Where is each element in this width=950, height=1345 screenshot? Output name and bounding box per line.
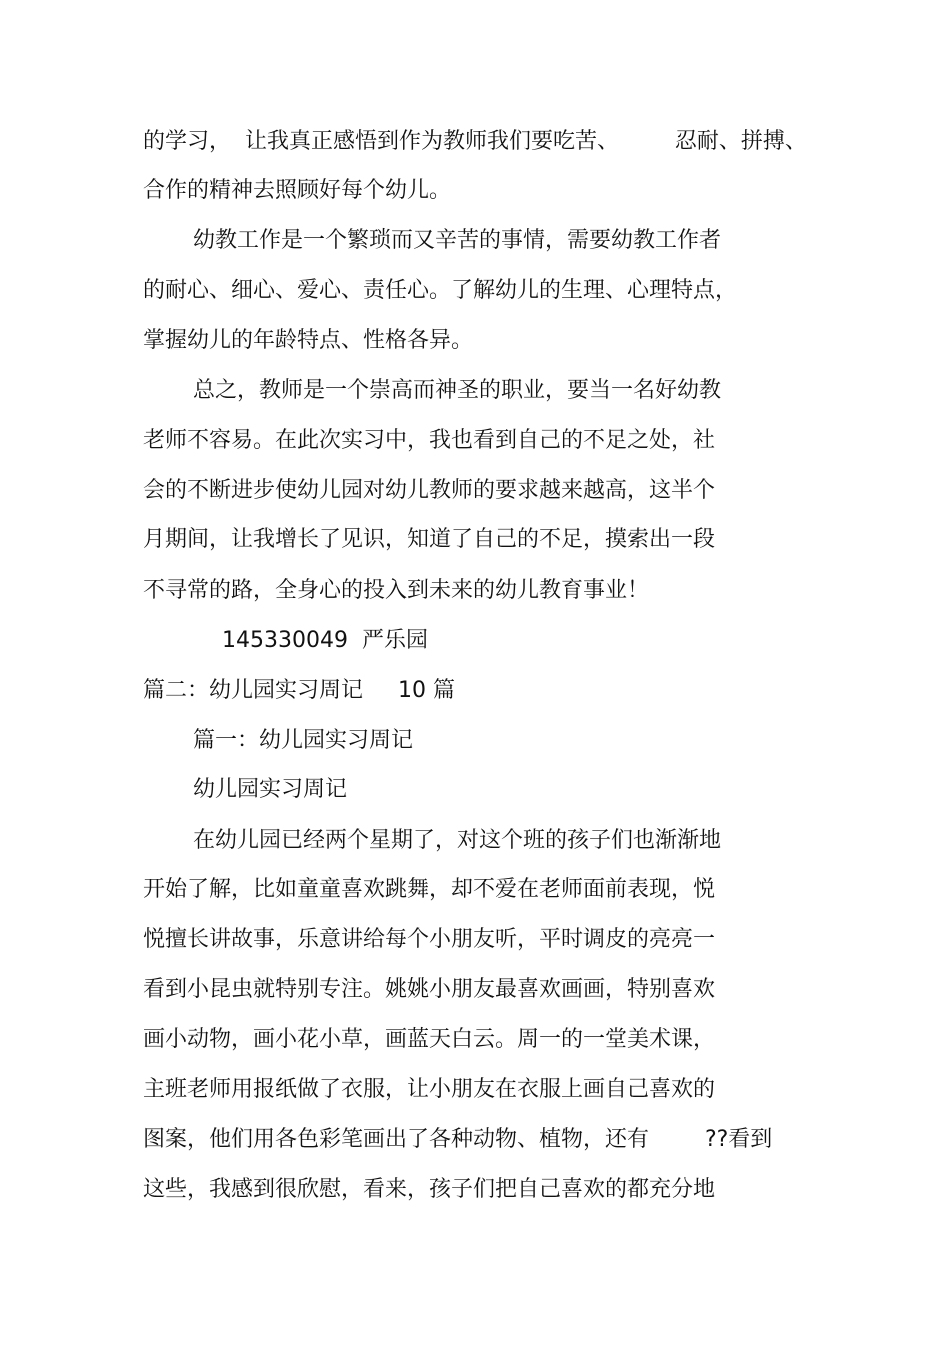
text-line-17: 悦擅长讲故事，乐意讲给每个小朋友听，平时调皮的亮亮一 [143,927,716,952]
section-heading: 篇二：幼儿园实习周记 10 篇 [143,678,455,703]
article-title: 幼儿园实习周记 [193,777,348,802]
text-line-20: 主班老师用报纸做了衣服，让小朋友在衣服上画自己喜欢的 [143,1077,716,1102]
text-line-6: 总之，教师是一个崇高而神圣的职业，要当一名好幼教 [193,378,722,403]
text-line-16: 开始了解，比如童童喜欢跳舞，却不爱在老师面前表现，悦 [143,877,716,902]
text-line-5: 掌握幼儿的年龄特点、性格各异。 [143,328,474,353]
text-line-18: 看到小昆虫就特别专注。姚姚小朋友最喜欢画画，特别喜欢 [143,977,716,1002]
text-line-22: 这些，我感到很欣慰，看来，孩子们把自己喜欢的都充分地 [143,1177,716,1202]
text-line-21: 图案，他们用各色彩笔画出了各种动物、植物，还有 ??看到 [143,1127,773,1152]
text-line-8: 会的不断进步使幼儿园对幼儿教师的要求越来越高，这半个 [143,478,716,503]
text-line-19: 画小动物，画小花小草，画蓝天白云。周一的一堂美术课， [143,1027,716,1052]
text-line-9: 月期间，让我增长了见识，知道了自己的不足，摸索出一段 [143,527,716,552]
text-line-1: 的学习， 让我真正感悟到作为教师我们要吃苦、 忍耐、拼搏、 [143,129,807,154]
author-signature: 145330049 严乐园 [222,628,428,653]
text-line-15: 在幼儿园已经两个星期了，对这个班的孩子们也渐渐地 [193,828,722,853]
text-line-3: 幼教工作是一个繁琐而又辛苦的事情，需要幼教工作者 [193,228,722,253]
text-line-10: 不寻常的路，全身心的投入到未来的幼儿教育事业！ [143,578,650,603]
text-line-7: 老师不容易。在此次实习中，我也看到自己的不足之处，社 [143,428,716,453]
text-line-2: 合作的精神去照顾好每个幼儿。 [143,178,452,203]
subsection-heading: 篇一：幼儿园实习周记 [193,728,414,753]
text-line-4: 的耐心、细心、爱心、责任心。了解幼儿的生理、心理特点， [143,278,738,303]
